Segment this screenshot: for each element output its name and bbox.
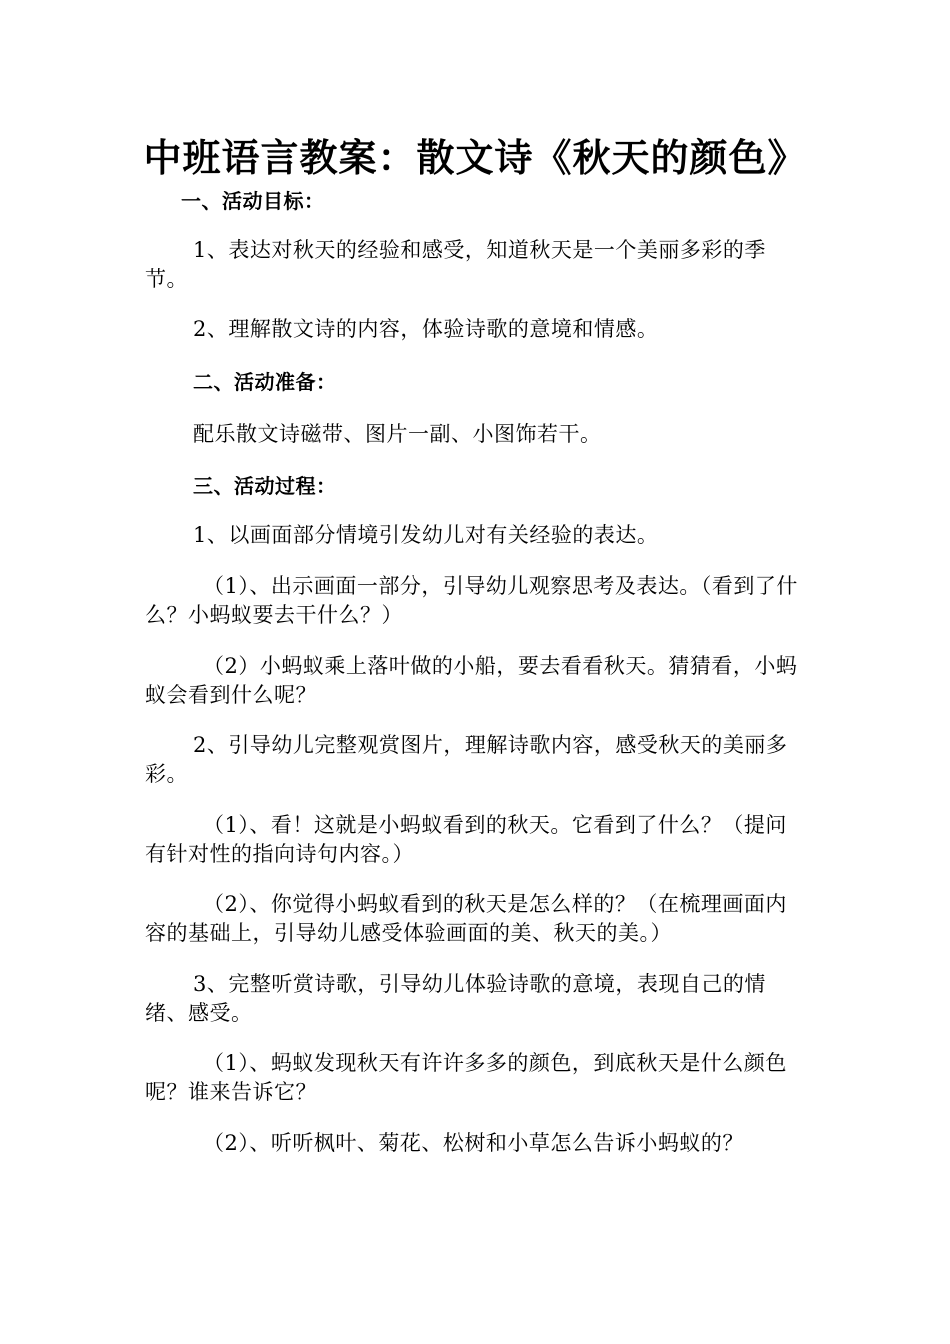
section-heading-preparation: 二、活动准备： xyxy=(193,370,337,394)
paragraph-process-3-1: （1）、蚂蚁发现秋天有许许多多的颜色，到底秋天是什么颜色呢？谁来告诉它？ xyxy=(145,1051,787,1104)
document-title: 中班语言教案：散文诗《秋天的颜色》 xyxy=(143,136,807,180)
paragraph-process-1-2: （2）小蚂蚁乘上落叶做的小船，要去看看秋天。猜猜看，小蚂蚁会看到什么呢？ xyxy=(145,654,798,707)
section-heading-process: 三、活动过程： xyxy=(193,474,337,498)
paragraph-process-2: 2、引导幼儿完整观赏图片，理解诗歌内容，感受秋天的美丽多彩。 xyxy=(145,733,788,786)
paragraph-process-1-1: （1）、出示画面一部分，引导幼儿观察思考及表达。（看到了什么？小蚂蚁要去干什么？） xyxy=(145,574,798,627)
paragraph-goal-2: 2、理解散文诗的内容，体验诗歌的意境和情感。 xyxy=(193,317,659,341)
paragraph-goal-1: 1、表达对秋天的经验和感受，知道秋天是一个美丽多彩的季节。 xyxy=(145,238,766,291)
paragraph-process-1: 1、以画面部分情境引发幼儿对有关经验的表达。 xyxy=(193,523,659,547)
paragraph-process-2-2: （2）、你觉得小蚂蚁看到的秋天是怎么样的？（在梳理画面内容的基础上，引导幼儿感受体验画面的美、秋天的美。） xyxy=(145,892,787,945)
paragraph-process-3-2: （2）、听听枫叶、菊花、松树和小草怎么告诉小蚂蚁的？ xyxy=(203,1131,744,1155)
paragraph-preparation: 配乐散文诗磁带、图片一副、小图饰若干。 xyxy=(193,422,602,446)
paragraph-process-2-1: （1）、看！这就是小蚂蚁看到的秋天。它看到了什么？（提问有针对性的指向诗句内容。） xyxy=(145,813,787,866)
section-heading-goals: 一、活动目标： xyxy=(181,189,325,213)
paragraph-process-3: 3、完整听赏诗歌，引导幼儿体验诗歌的意境，表现自己的情绪、感受。 xyxy=(145,972,766,1025)
